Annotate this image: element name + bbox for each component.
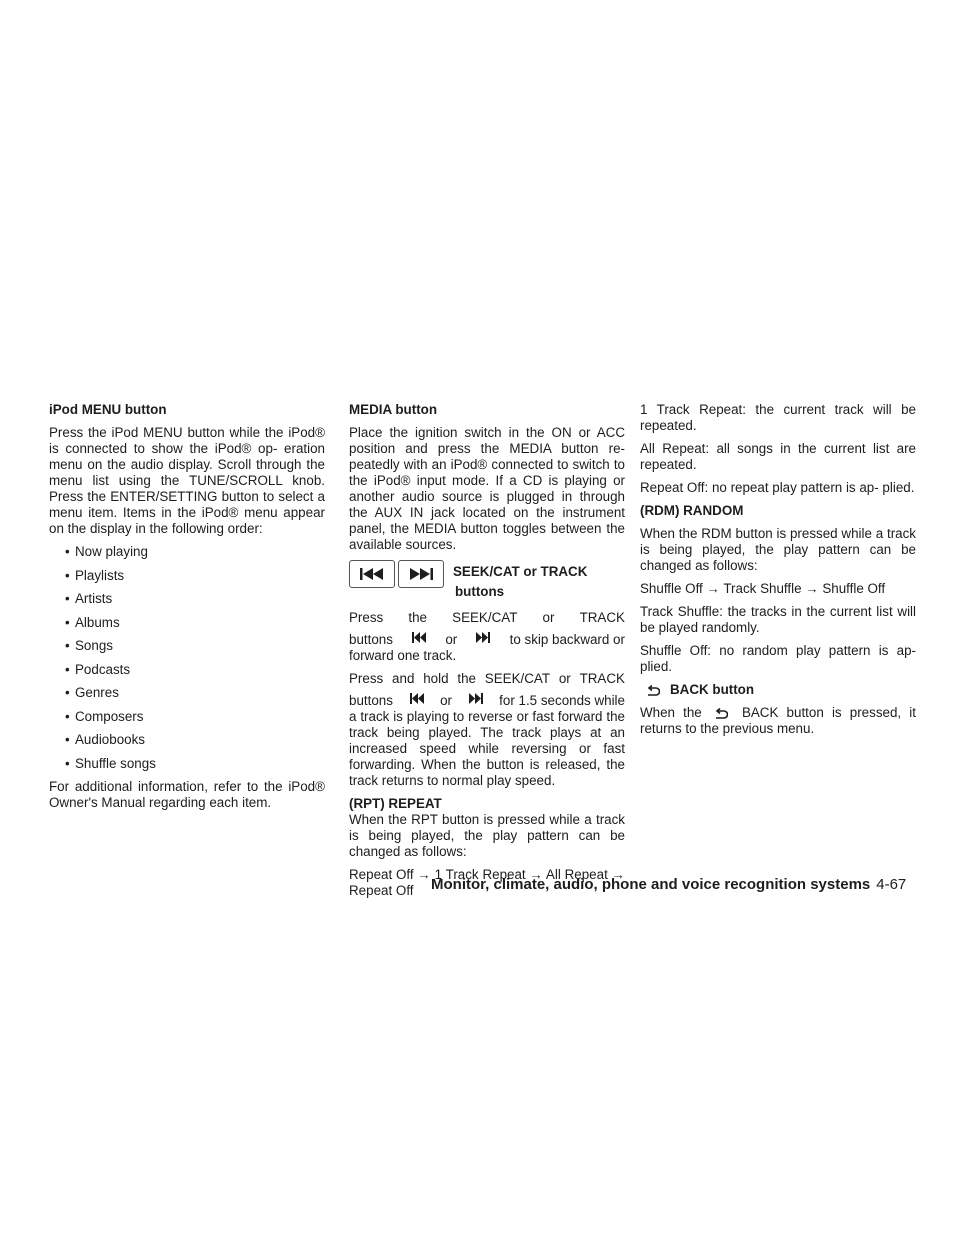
- seek-forward-icon: [476, 632, 490, 643]
- seek-back-icon: [412, 632, 426, 643]
- seek-heading: [349, 560, 625, 606]
- rpt-heading: (RPT) REPEAT: [349, 796, 442, 811]
- repeat-off-text: Repeat Off: no repeat play pattern is ap- plied.: [640, 480, 915, 495]
- seek-heading-line1: SEEK/CAT or TRACK: [453, 564, 588, 579]
- ipod-menu-intro: Press the iPod MENU button while the iPod® is connected to show the iPod® op- eration menu on the audio display. Scroll through the menu list using the TUNE/SCROLL knob. Press the ENTER/SETTING button to select a menu item. Items in the iPod® menu appear on the display in the following order:: [49, 425, 325, 536]
- rpt-sequence: Repeat Off → 1 Track Repeat → All Repeat → Repeat Off: [349, 867, 625, 898]
- seek-p2-line2: buttons or for 1.5 seconds while: [349, 693, 625, 708]
- seek-heading-line2: buttons: [455, 584, 505, 599]
- back-text: When the BACK button is pressed, it returns to the previous menu.: [640, 705, 916, 736]
- column-right: [640, 402, 916, 744]
- footer-section-title: Monitor, climate, audio, phone and voice recognition systems: [431, 876, 871, 893]
- seek-p1-line3: forward one track.: [349, 648, 457, 663]
- seek-forward-button-graphic: [398, 560, 444, 588]
- list-item: • Artists: [65, 591, 113, 606]
- back-arrow-icon: [646, 685, 660, 696]
- column-left: [49, 402, 325, 818]
- page-number: 4-67: [876, 876, 907, 893]
- seek-back-button-graphic: [349, 560, 395, 588]
- list-item: • Podcasts: [65, 661, 131, 677]
- seek-back-icon: [410, 693, 424, 704]
- rdm-sequence: Shuffle Off → Track Shuffle → Shuffle Off: [640, 581, 886, 596]
- media-text: Place the ignition switch in the ON or ACC position and press the MEDIA button re- peatedly with an iPod® connected to switch to the iPod® input mode. If a CD is playing or another audio source is plugged in through the AUX IN jack located on the instrument panel, the MEDIA button toggles between the available sources.: [349, 425, 625, 552]
- list-item: • Shuffle songs: [65, 755, 156, 771]
- rdm-heading: (RDM) RANDOM: [640, 503, 744, 518]
- seek-back-icon: [360, 568, 384, 580]
- page-footer: [431, 876, 915, 893]
- ipod-menu-heading: iPod MENU button: [49, 402, 167, 417]
- list-item: • Now playing: [65, 544, 148, 559]
- list-item: • Genres: [65, 685, 119, 700]
- rpt-text: When the RPT button is pressed while a track is being played, the play pattern can be changed as follows:: [349, 812, 625, 859]
- seek-forward-icon: [409, 568, 433, 580]
- ipod-menu-list: [49, 544, 325, 772]
- rdm-text: When the RDM button is pressed while a track is being played, the play pattern can be changed as follows:: [640, 526, 916, 573]
- list-item: • Albums: [65, 614, 120, 630]
- list-item: • Playlists: [65, 567, 125, 583]
- back-arrow-icon: [714, 708, 728, 719]
- media-heading: MEDIA button: [349, 402, 438, 417]
- track-shuffle-text: Track Shuffle: the tracks in the current list will be played randomly.: [640, 604, 916, 635]
- column-middle: [349, 402, 625, 906]
- seek-p2-line1: Press and hold the SEEK/CAT or TRACK: [349, 671, 625, 686]
- track-repeat-text: 1 Track Repeat: the current track will be repeated.: [640, 402, 916, 433]
- seek-p1: Press the SEEK/CAT or TRACK: [349, 610, 625, 625]
- list-item: • Composers: [65, 708, 144, 724]
- back-heading: BACK button: [640, 682, 916, 698]
- list-item: • Audiobooks: [65, 732, 145, 747]
- seek-p1-line2: buttons or to skip backward or: [349, 632, 625, 647]
- list-item: • Songs: [65, 638, 113, 653]
- seek-p2-text: a track is playing to reverse or fast forward the track being played. The track plays at an increased speed while reversing or fast forwarding. When the button is released, the track returns to normal play speed.: [349, 709, 625, 788]
- seek-forward-icon: [469, 693, 483, 704]
- all-repeat-text: All Repeat: all songs in the current list are repeated.: [640, 441, 916, 472]
- shuffle-off-text: Shuffle Off: no random play pattern is ap- plied.: [640, 643, 916, 674]
- ipod-menu-outro: For additional information, refer to the iPod® Owner's Manual regarding each item.: [49, 779, 325, 810]
